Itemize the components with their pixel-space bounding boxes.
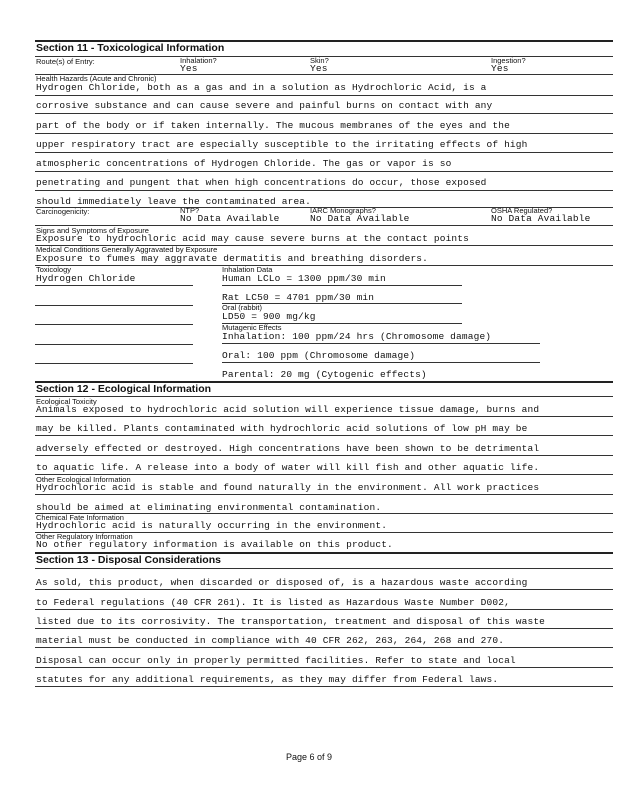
other-eco-line: Hydrochloric acid is stable and found naturally in the environment. All work practices xyxy=(36,482,540,493)
health-hazards-label: Health Hazards (Acute and Chronic) xyxy=(36,74,157,83)
carcinogenicity-label: Carcinogenicity: xyxy=(36,207,90,216)
ntp-label: NTP? xyxy=(180,206,200,215)
signs-symptoms-value: Exposure to hydrochloric acid may cause severe burns at the contact points xyxy=(36,233,469,244)
mutagenic-effects-value: Inhalation: 100 ppm/24 hrs (Chromosome damage) xyxy=(222,331,492,342)
hazards-line: penetrating and pungent that when high concentrations do occur, those exposed xyxy=(36,177,487,188)
mutagenic-effects-label: Mutagenic Effects xyxy=(222,323,282,332)
inhalation-data-value: Rat LC50 = 4701 ppm/30 min xyxy=(222,292,375,303)
hazards-line: upper respiratory tract are especially susceptible to the irritating effects of high xyxy=(36,139,528,150)
eco-line: to aquatic life. A release into a body of water will kill fish and other aquatic life. xyxy=(36,462,540,473)
medical-conditions-value: Exposure to fumes may aggravate dermatitis and breathing disorders. xyxy=(36,253,429,264)
other-regulatory-label: Other Regulatory Information xyxy=(36,532,133,541)
medical-conditions-label: Medical Conditions Generally Aggravated by Exposure xyxy=(36,245,218,254)
ecological-toxicity-label: Ecological Toxicity xyxy=(36,397,97,406)
signs-symptoms-label: Signs and Symptoms of Exposure xyxy=(36,226,149,235)
toxicology-label: Toxicology xyxy=(36,265,72,274)
hazards-line: corrosive substance and can cause severe and painful burns on contact with any xyxy=(36,100,493,111)
disposal-line: statutes for any additional requirements, as they may differ from Federal laws. xyxy=(36,674,499,685)
toxicology-value: Hydrogen Chloride xyxy=(36,273,136,284)
chemical-fate-label: Chemical Fate Information xyxy=(36,513,124,522)
other-eco-line: should be aimed at eliminating environmental contamination. xyxy=(36,502,382,513)
ingestion-value: Yes xyxy=(491,63,509,74)
page-number: Page 6 of 9 xyxy=(285,752,333,762)
hazards-line: part of the body or if taken internally. The mucous membranes of the eyes and the xyxy=(36,120,510,131)
hazards-line: should immediately leave the contaminated area. xyxy=(36,196,311,207)
skin-value: Yes xyxy=(310,63,328,74)
hazards-line: atmospheric concentrations of Hydrogen Chloride. The gas or vapor is so xyxy=(36,158,452,169)
other-ecological-label: Other Ecological Information xyxy=(36,475,131,484)
disposal-line: material must be conducted in compliance with 40 CFR 262, 263, 264, 268 and 270. xyxy=(36,635,505,646)
ntp-value: No Data Available xyxy=(180,213,280,224)
section-11-title: Section 11 - Toxicological Information xyxy=(36,42,225,54)
other-regulatory-value: No other regulatory information is available on this product. xyxy=(36,539,393,550)
disposal-line: Disposal can occur only in properly permitted facilities. Refer to state and local xyxy=(36,655,516,666)
disposal-line: to Federal regulations (40 CFR 261). It is listed as Hazardous Waste Number D002, xyxy=(36,597,510,608)
eco-line: Animals exposed to hydrochloric acid solution will experience tissue damage, burns and xyxy=(36,404,540,415)
inhalation-data-label: Inhalation Data xyxy=(222,265,273,274)
mutagenic-effects-value: Oral: 100 ppm (Chromosome damage) xyxy=(222,350,416,361)
osha-value: No Data Available xyxy=(491,213,591,224)
section-12-title: Section 12 - Ecological Information xyxy=(36,383,212,395)
skin-label: Skin? xyxy=(310,56,329,65)
disposal-line: listed due to its corrosivity. The transportation, treatment and disposal of this waste xyxy=(36,616,546,627)
section-13-title: Section 13 - Disposal Considerations xyxy=(36,554,221,566)
eco-line: adversely effected or destroyed. High concentrations have been shown to be detrimental xyxy=(36,443,540,454)
inhalation-data-value: Human LCLo = 1300 ppm/30 min xyxy=(222,273,386,284)
osha-label: OSHA Regulated? xyxy=(491,206,553,215)
oral-label: Oral (rabbit) xyxy=(222,303,263,312)
disposal-line: As sold, this product, when discarded or disposed of, is a hazardous waste according xyxy=(36,577,528,588)
inhalation-value: Yes xyxy=(180,63,198,74)
mutagenic-effects-value: Parental: 20 mg (Cytogenic effects) xyxy=(222,369,427,380)
iarc-value: No Data Available xyxy=(310,213,410,224)
ingestion-label: Ingestion? xyxy=(491,56,526,65)
eco-line: may be killed. Plants contaminated with hydrochloric acid solutions of low pH may be xyxy=(36,423,528,434)
oral-value: LD50 = 900 mg/kg xyxy=(222,311,316,322)
iarc-label: IARC Monographs? xyxy=(310,206,376,215)
chemical-fate-value: Hydrochloric acid is naturally occurring in the environment. xyxy=(36,520,388,531)
hazards-line: Hydrogen Chloride, both as a gas and in a solution as Hydrochloric Acid, is a xyxy=(36,82,487,93)
inhalation-label: Inhalation? xyxy=(180,56,217,65)
routes-of-entry-label: Route(s) of Entry: xyxy=(36,57,95,66)
